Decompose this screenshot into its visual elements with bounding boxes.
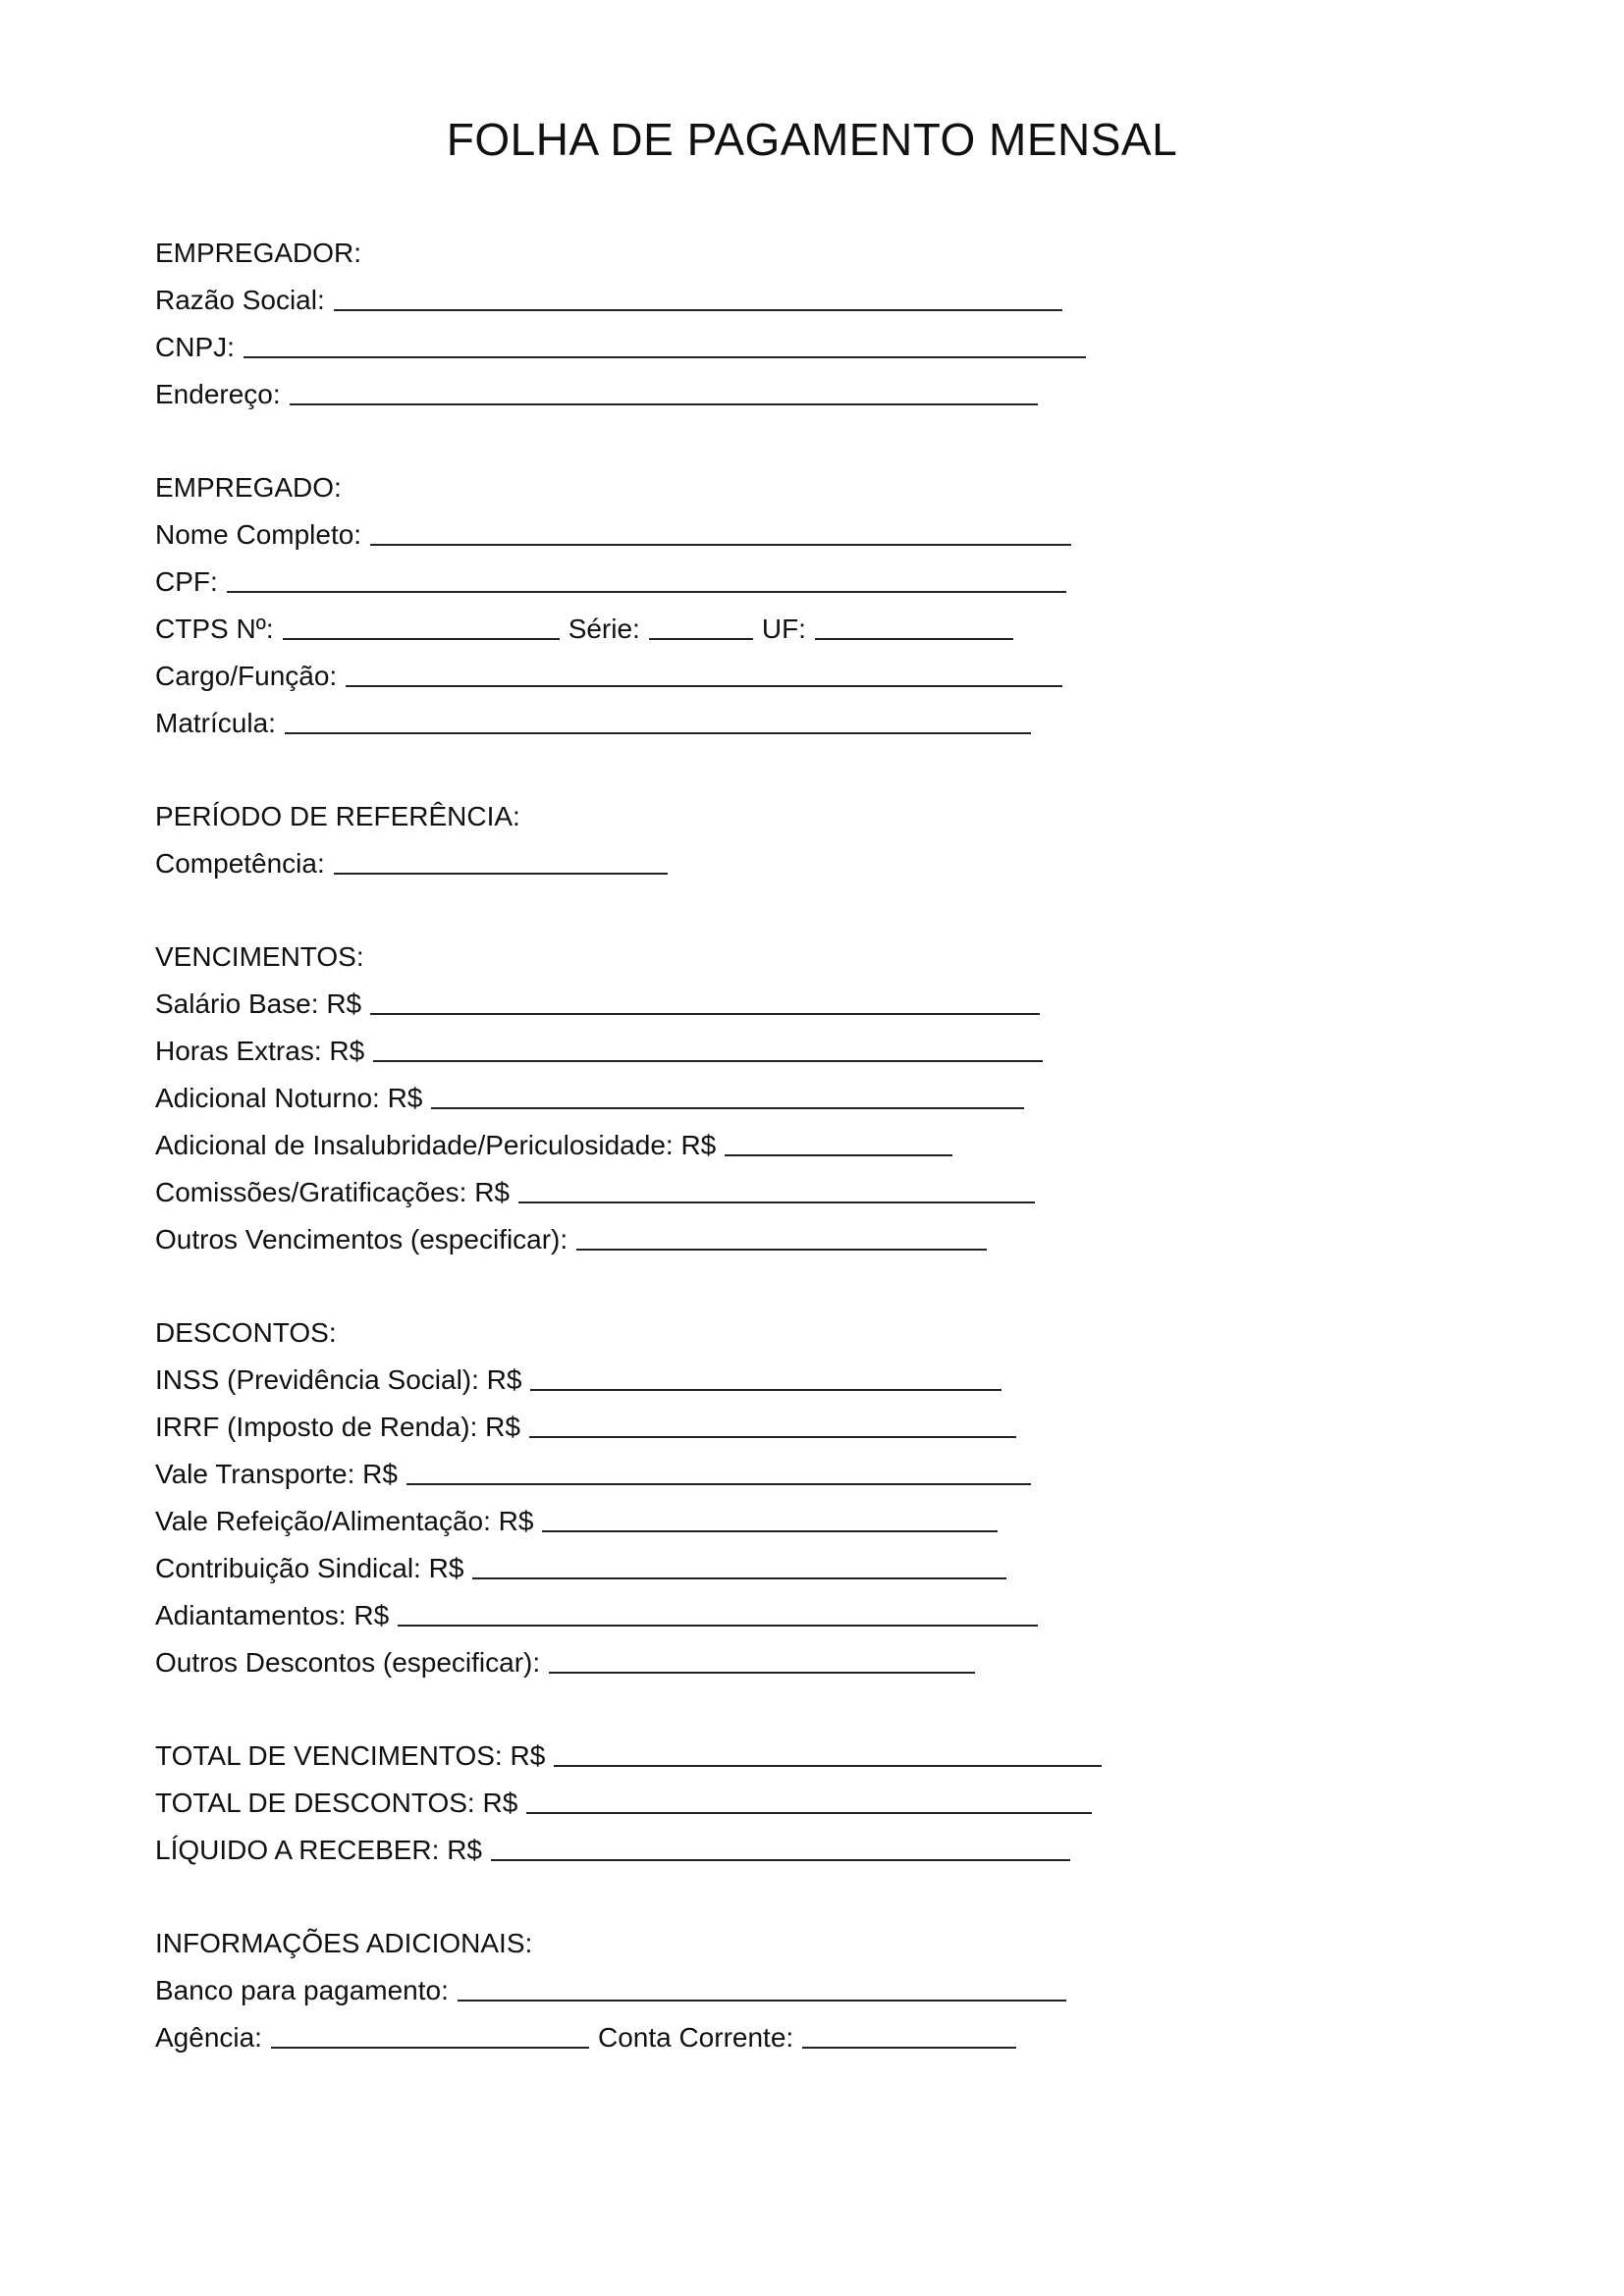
- vale-transporte-field[interactable]: [406, 1460, 1031, 1485]
- competencia-row: [155, 846, 668, 881]
- contribuicao-sindical-label: Contribuição Sindical: R$: [155, 1553, 464, 1583]
- section-heading-label: VENCIMENTOS:: [155, 941, 364, 972]
- total-descontos-label: TOTAL DE DESCONTOS: R$: [155, 1788, 518, 1818]
- competencia-label: Competência:: [155, 848, 325, 879]
- adicional-insalubridade-row: [155, 1128, 952, 1163]
- section-heading-label: INFORMAÇÕES ADICIONAIS:: [155, 1928, 533, 1958]
- adicional-noturno-row: [155, 1081, 1024, 1116]
- inss-row: [155, 1362, 1001, 1398]
- earnings-section-heading: [155, 939, 364, 975]
- matricula-label: Matrícula:: [155, 708, 276, 738]
- salario-base-field[interactable]: [370, 989, 1040, 1015]
- razao-social-row: [155, 283, 1062, 318]
- document-title: FOLHA DE PAGAMENTO MENSAL: [446, 114, 1178, 165]
- adicional-insalubridade-field[interactable]: [725, 1131, 952, 1156]
- period-section-heading: [155, 799, 520, 834]
- outros-descontos-label: Outros Descontos (especificar):: [155, 1647, 541, 1678]
- vale-refeicao-label: Vale Refeição/Alimentação: R$: [155, 1506, 534, 1536]
- cargo-funcao-label: Cargo/Função:: [155, 661, 338, 691]
- ctps-field[interactable]: [283, 614, 560, 640]
- salario-base-row: [155, 987, 1040, 1022]
- nome-completo-row: [155, 517, 1071, 553]
- cargo-funcao-field[interactable]: [346, 662, 1062, 687]
- cargo-funcao-row: [155, 659, 1062, 694]
- matricula-row: [155, 706, 1031, 741]
- adiantamentos-field[interactable]: [398, 1601, 1038, 1627]
- employer-section-heading: [155, 236, 361, 271]
- adiantamentos-row: [155, 1598, 1038, 1633]
- endereco-label: Endereço:: [155, 379, 281, 409]
- outros-vencimentos-field[interactable]: [576, 1225, 987, 1251]
- horas-extras-row: [155, 1034, 1043, 1069]
- inss-field[interactable]: [530, 1365, 1001, 1391]
- razao-social-field[interactable]: [334, 286, 1062, 311]
- ctps-row: [155, 612, 1013, 647]
- adicional-noturno-field[interactable]: [431, 1084, 1024, 1109]
- vale-refeicao-row: [155, 1504, 998, 1539]
- inss-label: INSS (Previdência Social): R$: [155, 1364, 522, 1395]
- agencia-label: Agência:: [155, 2022, 262, 2053]
- endereco-row: [155, 377, 1038, 412]
- horas-extras-field[interactable]: [373, 1037, 1043, 1062]
- uf-field[interactable]: [815, 614, 1013, 640]
- vale-transporte-label: Vale Transporte: R$: [155, 1459, 398, 1489]
- irrf-row: [155, 1410, 1016, 1445]
- liquido-label: LÍQUIDO A RECEBER: R$: [155, 1835, 482, 1865]
- ctps-label: CTPS Nº:: [155, 614, 274, 644]
- agencia-conta-row: [155, 2020, 1016, 2056]
- liquido-row: [155, 1833, 1070, 1868]
- conta-corrente-field[interactable]: [802, 2023, 1016, 2049]
- additional-info-section-heading: [155, 1926, 532, 1961]
- serie-field[interactable]: [649, 614, 753, 640]
- liquido-field[interactable]: [491, 1836, 1070, 1861]
- cnpj-label: CNPJ:: [155, 332, 235, 362]
- outros-vencimentos-row: [155, 1222, 987, 1257]
- conta-corrente-label: Conta Corrente:: [597, 2022, 794, 2053]
- comissoes-field[interactable]: [518, 1178, 1035, 1203]
- banco-field[interactable]: [458, 1976, 1066, 2002]
- outros-descontos-row: [155, 1645, 975, 1681]
- adiantamentos-label: Adiantamentos: R$: [155, 1600, 390, 1630]
- cnpj-field[interactable]: [244, 333, 1086, 358]
- razao-social-label: Razão Social:: [155, 285, 325, 315]
- vale-refeicao-field[interactable]: [542, 1507, 998, 1532]
- endereco-field[interactable]: [290, 380, 1038, 405]
- matricula-field[interactable]: [285, 709, 1031, 734]
- section-heading-label: EMPREGADO:: [155, 472, 342, 503]
- nome-completo-label: Nome Completo:: [155, 519, 362, 550]
- comissoes-label: Comissões/Gratificações: R$: [155, 1177, 511, 1207]
- contribuicao-sindical-field[interactable]: [472, 1554, 1006, 1579]
- outros-descontos-field[interactable]: [549, 1648, 975, 1674]
- irrf-field[interactable]: [529, 1413, 1016, 1438]
- cpf-label: CPF:: [155, 566, 218, 597]
- horas-extras-label: Horas Extras: R$: [155, 1036, 365, 1066]
- adicional-noturno-label: Adicional Noturno: R$: [155, 1083, 423, 1113]
- employee-section-heading: [155, 470, 342, 506]
- section-heading-label: PERÍODO DE REFERÊNCIA:: [155, 801, 520, 831]
- nome-completo-field[interactable]: [370, 520, 1071, 546]
- total-vencimentos-label: TOTAL DE VENCIMENTOS: R$: [155, 1740, 546, 1771]
- cpf-row: [155, 564, 1066, 600]
- total-vencimentos-row: [155, 1738, 1102, 1774]
- total-descontos-field[interactable]: [526, 1789, 1092, 1814]
- comissoes-row: [155, 1175, 1035, 1210]
- vale-transporte-row: [155, 1457, 1031, 1492]
- contribuicao-sindical-row: [155, 1551, 1006, 1586]
- banco-label: Banco para pagamento:: [155, 1975, 449, 2005]
- section-heading-label: DESCONTOS:: [155, 1317, 337, 1348]
- cpf-field[interactable]: [227, 567, 1066, 593]
- irrf-label: IRRF (Imposto de Renda): R$: [155, 1412, 520, 1442]
- deductions-section-heading: [155, 1315, 337, 1351]
- cnpj-row: [155, 330, 1086, 365]
- competencia-field[interactable]: [334, 849, 668, 875]
- adicional-insalubridade-label: Adicional de Insalubridade/Periculosidade: R$: [155, 1130, 717, 1160]
- total-vencimentos-field[interactable]: [554, 1741, 1102, 1767]
- section-heading-label: EMPREGADOR:: [155, 238, 362, 268]
- banco-row: [155, 1973, 1066, 2008]
- salario-base-label: Salário Base: R$: [155, 988, 362, 1019]
- agencia-field[interactable]: [271, 2023, 589, 2049]
- outros-vencimentos-label: Outros Vencimentos (especificar):: [155, 1224, 568, 1255]
- serie-label: Série:: [568, 614, 640, 644]
- total-descontos-row: [155, 1786, 1092, 1821]
- uf-label: UF:: [761, 614, 806, 644]
